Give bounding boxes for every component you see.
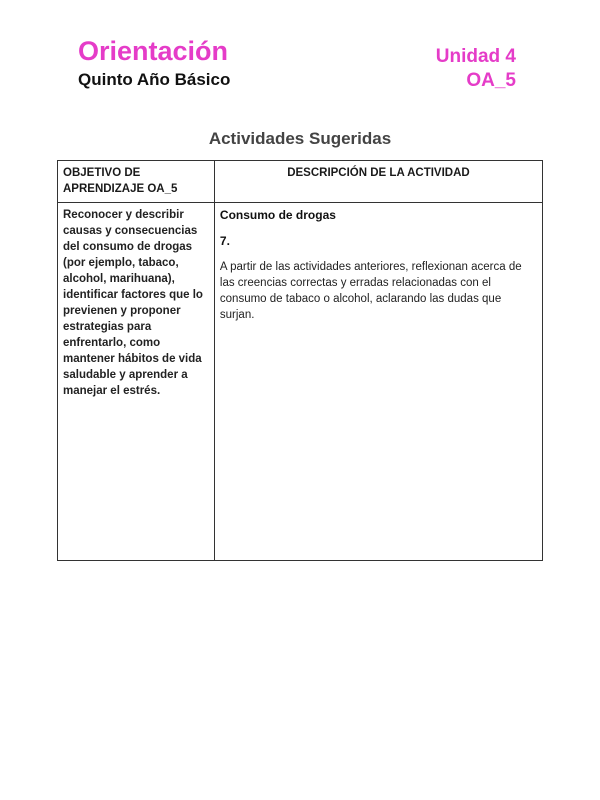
activities-table [57, 160, 543, 561]
oa-code: OA_5 [466, 70, 516, 91]
table-row [58, 203, 543, 561]
description-column-header: DESCRIPCIÓN DE LA ACTIVIDAD [214, 161, 542, 203]
description-cell [214, 203, 542, 561]
section-title: Actividades Sugeridas [208, 129, 392, 148]
activity-title: Consumo de drogas [219, 208, 336, 222]
activity-number: 7. [219, 234, 230, 248]
activity-text: A partir de las actividades anteriores, reflexionan acerca de las creencias correctas y erradas relacionadas con el consumo de tabaco o alcohol, aclarando las dudas que surjan. [219, 261, 522, 321]
subject-title: Orientación [78, 36, 229, 66]
grade-level: Quinto Año Básico [78, 70, 231, 89]
unit-label: Unidad 4 [435, 46, 516, 67]
objective-column-header: OBJETIVO DE APRENDIZAJE OA_5 [58, 161, 215, 203]
page-header [78, 34, 518, 94]
objective-cell: Reconocer y describir causas y consecuencias del consumo de drogas (por ejemplo, tabaco, alcohol, marihuana), identificar factores que lo previenen y proponer estrategias para enfrentarlo, como mantener hábitos de vida saludable y aprender a manejar el estrés. [58, 203, 215, 561]
table-header-row [58, 161, 543, 203]
